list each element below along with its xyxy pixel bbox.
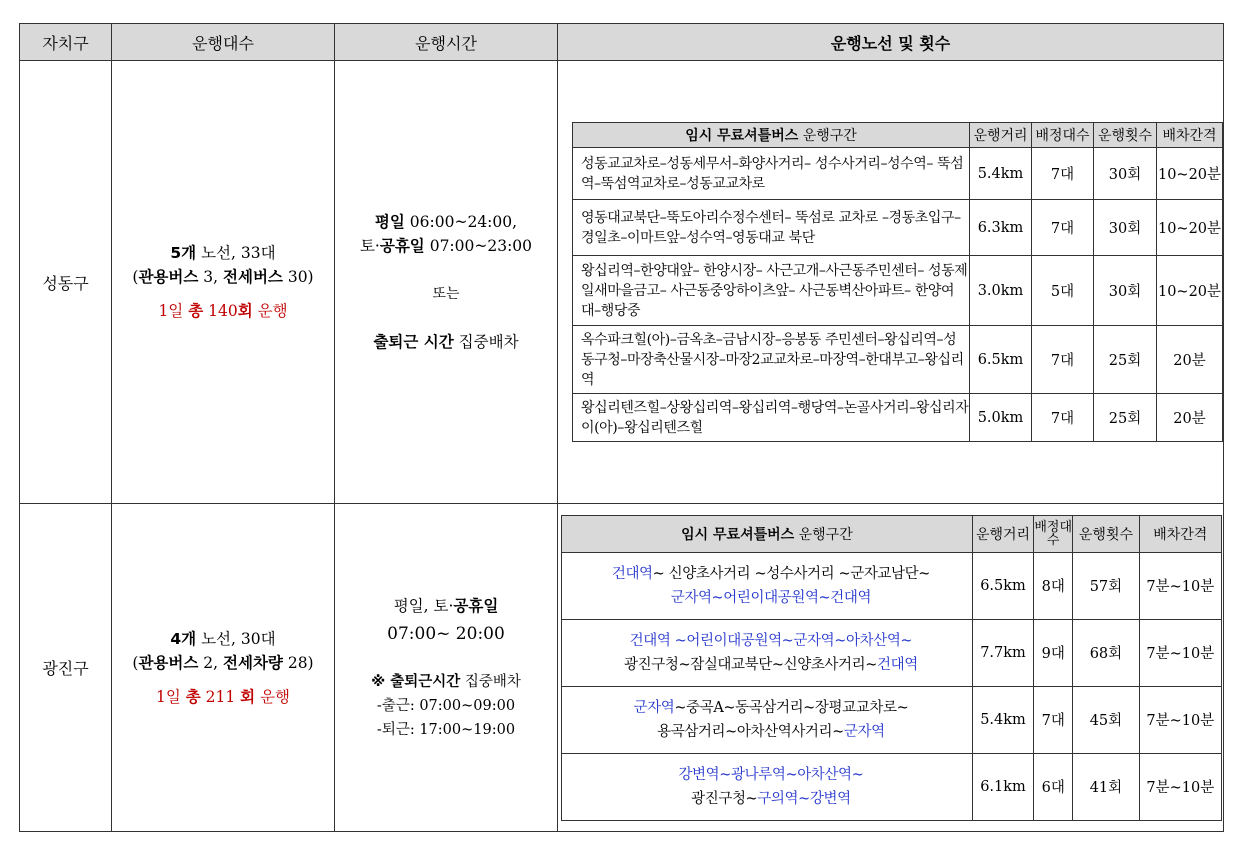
route-interval: 7분~10분 (1139, 619, 1221, 686)
route-text: 옥수파크힐(아)–금옥초–금남시장–응봉동 주민센터–왕십리역–성동구청–마장축산물시장–마장2교교차로–마장역–한대부고–왕십리역 (573, 326, 970, 394)
route-trips: 57회 (1073, 552, 1139, 619)
route-assigned: 7대 (1032, 394, 1094, 442)
route-trips: 41회 (1073, 753, 1139, 820)
hours-or: 또는 (432, 286, 460, 302)
routes-table-seongdong (572, 122, 1223, 442)
routes-header-distance: 운행거리 (972, 515, 1033, 552)
route-trips: 45회 (1073, 686, 1139, 753)
route-trips: 68회 (1073, 619, 1139, 686)
header-row (20, 24, 1224, 61)
hours-days: 평일, 토·공휴일 (393, 596, 499, 615)
route-distance: 3.0km (970, 256, 1032, 326)
total-trips-seongdong: 1일 총 140회 운행 (158, 302, 288, 320)
district-gwangjin: 광진구 (20, 504, 112, 832)
route-interval: 10~20분 (1157, 148, 1223, 200)
vehicles-gwangjin (112, 504, 335, 832)
route-distance: 6.1km (972, 753, 1033, 820)
routes-header-distance: 운행거리 (970, 123, 1032, 148)
route-assigned: 7대 (1032, 326, 1094, 394)
routes-header-trips: 운행횟수 (1094, 123, 1157, 148)
route-assigned: 6대 (1034, 753, 1073, 820)
route-interval: 20분 (1157, 394, 1223, 442)
vehicles-line1: 5개 노선, 33대 (170, 244, 276, 262)
route-interval: 7분~10분 (1139, 753, 1221, 820)
route-distance: 6.5km (972, 552, 1033, 619)
route-trips: 25회 (1094, 326, 1157, 394)
table-row (573, 148, 1223, 200)
header-hours: 운행시간 (335, 24, 558, 61)
table-row (573, 394, 1223, 442)
vehicles-line1: 4개 노선, 30대 (170, 629, 276, 648)
routes-header-route: 임시 무료셔틀버스 운행구간 (562, 515, 973, 552)
route-distance: 5.0km (970, 394, 1032, 442)
row-gwangjin (20, 504, 1224, 832)
row-seongdong (20, 61, 1224, 504)
route-assigned: 9대 (1034, 619, 1073, 686)
routes-header-assigned: 배정대수 (1032, 123, 1094, 148)
routes-header-interval: 배차간격 (1157, 123, 1223, 148)
route-text: 왕십리텐즈힐–상왕십리역–왕십리역–행당역–논골사거리–왕십리자이(아)–왕십리텐즈힐 (573, 394, 970, 442)
routes-header-interval: 배차간격 (1139, 515, 1221, 552)
route-text: 성동교교차로–성동세무서–화양사거리– 성수사거리–성수역– 뚝섬역–뚝섬역교차로–성동교교차로 (573, 148, 970, 200)
route-text: 왕십리역–한양대앞– 한양시장– 사근고개–사근동주민센터– 성동제일새마을금고– 사근동중앙하이츠앞– 사근동벽산아파트– 한양여대–행당중 (573, 256, 970, 326)
route-interval: 7분~10분 (1139, 552, 1221, 619)
table-row (562, 552, 1222, 619)
route-assigned: 7대 (1032, 148, 1094, 200)
header-vehicles: 운행대수 (112, 24, 335, 61)
route-text: 군자역~중곡A~동곡삼거리~장평교교차로~ 용곡삼거리~아차산역사거리~군자역 (562, 686, 973, 753)
routes-header-trips: 운행횟수 (1073, 515, 1139, 552)
header-routes: 운행노선 및 횟수 (558, 24, 1224, 61)
table-row (562, 686, 1222, 753)
route-distance: 6.5km (970, 326, 1032, 394)
total-trips-gwangjin: 1일 총 211 회 운행 (155, 687, 291, 706)
routes-header-assigned: 배정대수 (1034, 515, 1073, 552)
shuttle-bus-table (19, 23, 1224, 832)
header-district: 자치구 (20, 24, 112, 61)
routes-cell-gwangjin (558, 504, 1224, 832)
hours-range: 07:00~ 20:00 (387, 623, 505, 644)
route-assigned: 5대 (1032, 256, 1094, 326)
route-trips: 30회 (1094, 200, 1157, 256)
route-distance: 7.7km (972, 619, 1033, 686)
route-interval: 10~20분 (1157, 200, 1223, 256)
table-row (562, 753, 1222, 820)
routes-header-route: 임시 무료셔틀버스 운행구간 (573, 123, 970, 148)
route-assigned: 7대 (1032, 200, 1094, 256)
routes-header-seongdong (573, 123, 1223, 148)
hours-seongdong (335, 61, 558, 504)
route-trips: 30회 (1094, 256, 1157, 326)
route-assigned: 8대 (1034, 552, 1073, 619)
table-row (573, 256, 1223, 326)
route-text: 영동대교북단–뚝도아리수정수센터– 뚝섬로 교차로 –경동초입구–경일초–이마트앞–성수역–영동대교 북단 (573, 200, 970, 256)
hours-holiday: 토·공휴일 07:00~23:00 (359, 237, 533, 255)
hours-evening: -퇴근: 17:00~19:00 (376, 721, 516, 738)
vehicles-line2: (관용버스 3, 전세버스 30) (132, 268, 314, 286)
route-text: 건대역~ 신양초사거리 ~성수사거리 ~군자교남단~ 군자역~어린이대공원역~건대역 (562, 552, 973, 619)
routes-cell-seongdong (558, 61, 1224, 504)
route-text: 건대역 ~어린이대공원역~군자역~아차산역~ 광진구청~잠실대교북단~신양초사거리~건대역 (562, 619, 973, 686)
table-row (573, 326, 1223, 394)
route-interval: 7분~10분 (1139, 686, 1221, 753)
district-seongdong: 성동구 (20, 61, 112, 504)
hours-weekday: 평일 06:00~24:00, (374, 213, 518, 231)
route-trips: 30회 (1094, 148, 1157, 200)
routes-table-gwangjin (561, 515, 1222, 821)
route-interval: 10~20분 (1157, 256, 1223, 326)
route-distance: 5.4km (970, 148, 1032, 200)
hours-peak: ※ 출퇴근시간 집중배차 (371, 673, 521, 690)
hours-gwangjin (335, 504, 558, 832)
hours-peak: 출퇴근 시간 집중배차 (373, 333, 519, 351)
routes-header-gwangjin (562, 515, 1222, 552)
vehicles-line2: (관용버스 2, 전세차량 28) (132, 653, 314, 672)
hours-morning: -출근: 07:00~09:00 (376, 697, 516, 714)
route-assigned: 7대 (1034, 686, 1073, 753)
vehicles-seongdong (112, 61, 335, 504)
route-trips: 25회 (1094, 394, 1157, 442)
route-distance: 5.4km (972, 686, 1033, 753)
route-text: 강변역~광나루역~아차산역~ 광진구청~구의역~강변역 (562, 753, 973, 820)
table-row (562, 619, 1222, 686)
route-distance: 6.3km (970, 200, 1032, 256)
table-row (573, 200, 1223, 256)
route-interval: 20분 (1157, 326, 1223, 394)
